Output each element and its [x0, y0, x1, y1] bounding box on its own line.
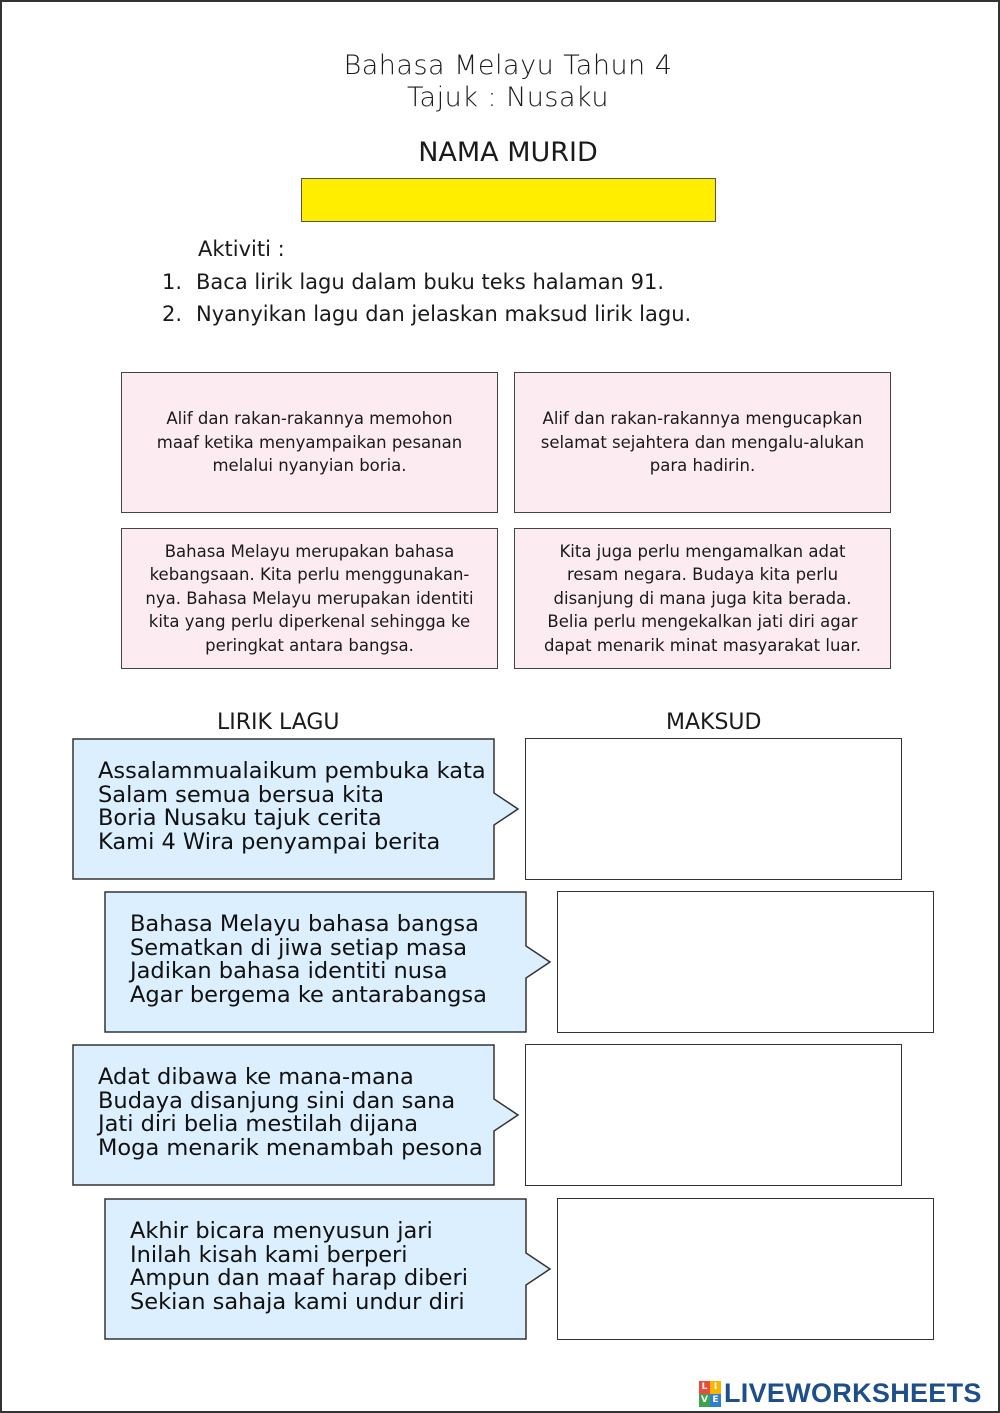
lyric-box-1: [72, 738, 520, 880]
logo-letter: E: [710, 1394, 721, 1407]
lyric-line: Budaya disanjung sini dan sana: [98, 1087, 456, 1114]
logo-letter: V: [699, 1394, 710, 1407]
activity-item-text: Nyanyikan lagu dan jelaskan maksud lirik lagu.: [196, 302, 692, 326]
lyric-lines: [130, 913, 487, 1007]
answer-line: selamat sejahtera dan mengalu-alukan: [540, 432, 865, 452]
lyric-lines: [98, 760, 486, 854]
answer-option-text: [157, 407, 462, 478]
meaning-drop-zone-1[interactable]: [525, 738, 902, 880]
activity-item-number: 2.: [162, 302, 183, 326]
meaning-drop-zone-2[interactable]: [557, 891, 934, 1033]
activity-item: [162, 302, 691, 326]
answer-line: resam negara. Budaya kita perlu: [566, 565, 839, 585]
logo-letter: I: [710, 1381, 721, 1394]
lyric-box-4: [104, 1198, 552, 1340]
liveworksheets-wordmark: LIVEWORKSHEETS: [724, 1378, 982, 1408]
lyric-line: Adat dibawa ke mana-mana: [98, 1064, 414, 1090]
lyric-box-2: [104, 891, 552, 1033]
answer-line: dapat menarik minat masyarakat luar.: [543, 635, 862, 655]
lyric-line: Assalammualaikum pembuka kata: [98, 758, 486, 784]
answer-option-text: [541, 407, 865, 478]
answer-option-text: [544, 540, 861, 658]
lyric-line: Agar bergema ke antarabangsa: [130, 981, 487, 1008]
answer-line: kita yang perlu diperkenal sehingga ke: [148, 612, 471, 632]
lyric-line: Sekian sahaja kami undur diri: [130, 1288, 465, 1315]
meaning-drop-zone-3[interactable]: [525, 1044, 902, 1186]
answer-line: Alif dan rakan-rakannya mengucapkan: [542, 409, 863, 429]
lyric-line: Bahasa Melayu bahasa bangsa: [130, 911, 479, 937]
lyric-line: Boria Nusaku tajuk cerita: [98, 805, 382, 831]
answer-line: disanjung di mana juga kita berada.: [553, 588, 852, 608]
worksheet-topic: Tajuk : Nusaku: [407, 82, 609, 113]
lyric-line: Jati diri belia mestilah dijana: [98, 1111, 419, 1137]
lyric-line: Moga menarik menambah pesona: [98, 1134, 483, 1161]
answer-line: nya. Bahasa Melayu merupakan identiti: [145, 588, 474, 608]
answer-option-3[interactable]: [121, 528, 498, 669]
answer-option-2[interactable]: [514, 372, 891, 513]
liveworksheets-logo-icon: [699, 1381, 721, 1407]
answer-line: melalui nyanyian boria.: [212, 456, 407, 476]
worksheet-title: Bahasa Melayu Tahun 4: [343, 50, 673, 81]
student-name-input[interactable]: [301, 178, 716, 222]
answer-line: maaf ketika menyampaikan pesanan: [156, 432, 463, 452]
answer-line: para hadirin.: [649, 456, 756, 476]
lyric-lines: [130, 1220, 468, 1314]
activity-item-number: 1.: [162, 270, 183, 294]
answer-line: peringkat antara bangsa.: [205, 635, 414, 655]
student-name-label: NAMA MURID: [418, 137, 598, 168]
logo-letter: L: [699, 1381, 710, 1394]
meaning-column-header: MAKSUD: [666, 710, 762, 735]
answer-line: Bahasa Melayu merupakan bahasa: [164, 541, 455, 561]
liveworksheets-brand: [699, 1378, 982, 1409]
lyrics-column-header: LIRIK LAGU: [217, 710, 340, 735]
answer-line: Kita juga perlu mengamalkan adat: [559, 541, 846, 561]
answer-option-text: [145, 540, 473, 658]
lyric-line: Jadikan bahasa identiti nusa: [130, 958, 448, 984]
activity-item: [162, 270, 664, 294]
lyric-line: Kami 4 Wira penyampai berita: [98, 828, 441, 855]
lyric-line: Salam semua bersua kita: [98, 781, 385, 808]
answer-line: kebangsaan. Kita perlu menggunakan-: [149, 565, 470, 585]
lyric-lines: [98, 1066, 483, 1160]
meaning-drop-zone-4[interactable]: [557, 1198, 934, 1340]
lyric-box-3: [72, 1044, 520, 1186]
answer-option-4[interactable]: [514, 528, 891, 669]
answer-option-1[interactable]: [121, 372, 498, 513]
lyric-line: Akhir bicara menyusun jari: [130, 1218, 433, 1244]
lyric-line: Inilah kisah kami berperi: [130, 1241, 408, 1268]
answer-line: Alif dan rakan-rakannya memohon: [166, 409, 453, 429]
activity-label: Aktiviti :: [198, 237, 285, 261]
answer-line: Belia perlu mengekalkan jati diri agar: [547, 612, 858, 632]
activity-item-text: Baca lirik lagu dalam buku teks halaman 91.: [196, 270, 665, 294]
lyric-line: Ampun dan maaf harap diberi: [130, 1265, 468, 1291]
lyric-line: Sematkan di jiwa setiap masa: [130, 934, 468, 961]
